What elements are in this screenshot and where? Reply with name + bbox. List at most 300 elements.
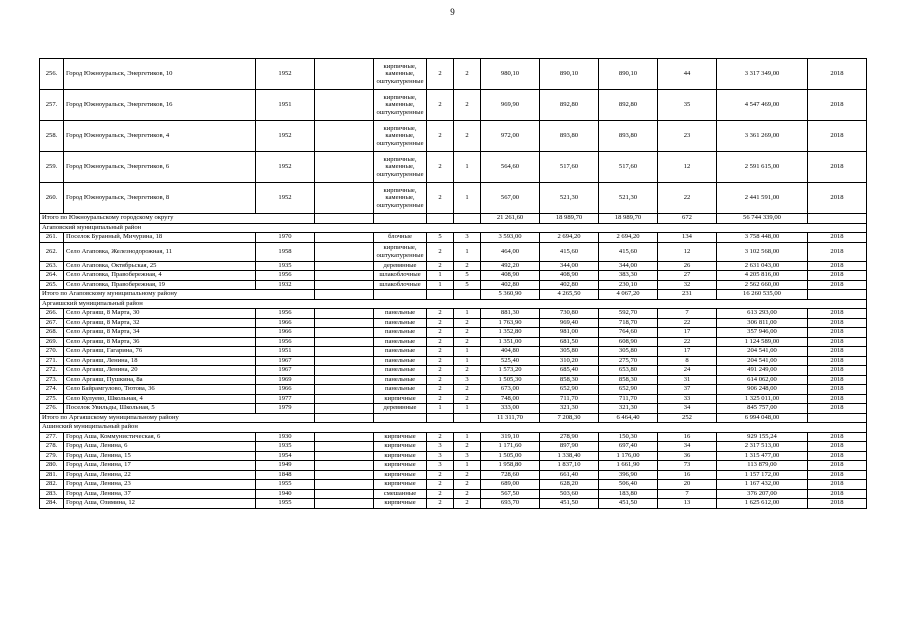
plan-year-cell: 2018 (808, 90, 867, 121)
cost-cell: 1 625 612,00 (717, 499, 808, 509)
address-cell: Город Южноуральск, Энергетиков, 16 (64, 90, 256, 121)
residents-cell: 12 (658, 152, 717, 183)
table-row (40, 442, 867, 452)
total-area-cell: 1 763,90 (481, 318, 540, 328)
living-area-cell: 681,50 (540, 337, 599, 347)
address-cell: Село Кулуево, Школьная, 4 (64, 394, 256, 404)
residential-area-cell: 1 661,90 (599, 461, 658, 471)
living-area-cell: 652,90 (540, 385, 599, 395)
entrances-cell: 2 (454, 489, 481, 499)
empty-cell (315, 413, 374, 423)
residents-sum: 231 (658, 290, 717, 300)
floors-cell: 2 (427, 366, 454, 376)
total-area-cell: 333,00 (481, 404, 540, 414)
plan-year-cell: 2018 (808, 385, 867, 395)
empty-cell (315, 451, 374, 461)
residential-area-cell: 718,70 (599, 318, 658, 328)
table-row (40, 404, 867, 414)
living-area-cell: 1 837,10 (540, 461, 599, 471)
cost-cell: 3 758 448,00 (717, 233, 808, 243)
empty-cell (808, 413, 867, 423)
plan-year-cell: 2018 (808, 280, 867, 290)
residents-cell: 33 (658, 394, 717, 404)
residential-area-cell: 592,70 (599, 309, 658, 319)
total-area-cell: 1 352,80 (481, 328, 540, 338)
total-area-cell: 728,60 (481, 470, 540, 480)
floors-cell: 2 (427, 261, 454, 271)
plan-year-cell: 2018 (808, 261, 867, 271)
empty-cell (315, 337, 374, 347)
residents-cell: 27 (658, 271, 717, 281)
residents-cell: 134 (658, 233, 717, 243)
residents-cell: 20 (658, 480, 717, 490)
floors-cell: 2 (427, 90, 454, 121)
plan-year-cell: 2018 (808, 432, 867, 442)
total-area-sum: 21 261,60 (481, 214, 540, 224)
empty-cell (427, 214, 454, 224)
plan-year-cell: 2018 (808, 337, 867, 347)
plan-year-cell: 2018 (808, 394, 867, 404)
living-area-cell: 305,80 (540, 347, 599, 357)
residents-cell: 44 (658, 59, 717, 90)
residents-cell: 22 (658, 183, 717, 214)
row-number-cell: 278. (40, 442, 64, 452)
residential-area-cell: 415,60 (599, 242, 658, 261)
wall-material-cell: кирпичные (374, 432, 427, 442)
wall-material-cell: кирпичные (374, 442, 427, 452)
empty-cell (315, 214, 374, 224)
living-area-cell: 897,90 (540, 442, 599, 452)
living-area-cell: 685,40 (540, 366, 599, 376)
entrances-cell: 1 (454, 309, 481, 319)
residential-area-cell: 892,80 (599, 90, 658, 121)
entrances-cell: 2 (454, 442, 481, 452)
living-area-sum: 7 208,30 (540, 413, 599, 423)
floors-cell: 3 (427, 451, 454, 461)
empty-cell (315, 233, 374, 243)
address-cell: Город Южноуральск, Энергетиков, 8 (64, 183, 256, 214)
empty-cell (315, 290, 374, 300)
entrances-cell: 1 (454, 404, 481, 414)
residential-area-cell: 711,70 (599, 394, 658, 404)
living-area-cell: 711,70 (540, 394, 599, 404)
cost-cell: 1 167 432,00 (717, 480, 808, 490)
empty-cell (374, 413, 427, 423)
entrances-cell: 1 (454, 152, 481, 183)
total-area-cell: 689,00 (481, 480, 540, 490)
residential-area-cell: 396,90 (599, 470, 658, 480)
residents-cell: 73 (658, 461, 717, 471)
address-cell: Поселок Увильды, Школьная, 5 (64, 404, 256, 414)
total-label: Итого по Южноуральскому городскому округу (40, 214, 315, 224)
year-cell: 1956 (256, 271, 315, 281)
table-row (40, 280, 867, 290)
table-row (40, 489, 867, 499)
empty-cell (454, 290, 481, 300)
living-area-cell: 402,80 (540, 280, 599, 290)
cost-cell: 1 157 172,00 (717, 470, 808, 480)
cost-cell: 491 249,00 (717, 366, 808, 376)
residents-cell: 31 (658, 375, 717, 385)
floors-cell: 1 (427, 404, 454, 414)
wall-material-cell: смешанные (374, 489, 427, 499)
residents-cell: 22 (658, 318, 717, 328)
plan-year-cell: 2018 (808, 328, 867, 338)
total-area-cell: 567,50 (481, 489, 540, 499)
plan-year-cell: 2018 (808, 499, 867, 509)
empty-cell (315, 309, 374, 319)
row-number-cell: 263. (40, 261, 64, 271)
district-name: Ашинский муниципальный район (40, 423, 867, 433)
living-area-cell: 521,30 (540, 183, 599, 214)
wall-material-cell: панельные (374, 318, 427, 328)
total-area-sum: 11 311,70 (481, 413, 540, 423)
plan-year-cell: 2018 (808, 152, 867, 183)
living-area-cell: 969,40 (540, 318, 599, 328)
entrances-cell: 1 (454, 432, 481, 442)
residents-cell: 35 (658, 90, 717, 121)
address-cell: Город Аша, Ленина, 15 (64, 451, 256, 461)
empty-cell (315, 461, 374, 471)
row-number-cell: 259. (40, 152, 64, 183)
row-number-cell: 267. (40, 318, 64, 328)
cost-cell: 2 441 591,00 (717, 183, 808, 214)
residential-area-cell: 275,70 (599, 356, 658, 366)
entrances-cell: 2 (454, 121, 481, 152)
cost-sum: 6 994 048,00 (717, 413, 808, 423)
plan-year-cell: 2018 (808, 318, 867, 328)
address-cell: Село Агаповка, Правобережная, 19 (64, 280, 256, 290)
residents-cell: 16 (658, 432, 717, 442)
cost-cell: 1 325 011,00 (717, 394, 808, 404)
total-area-cell: 402,80 (481, 280, 540, 290)
row-number-cell: 262. (40, 242, 64, 261)
cost-cell: 2 591 615,00 (717, 152, 808, 183)
floors-cell: 2 (427, 152, 454, 183)
table-row (40, 347, 867, 357)
wall-material-cell: кирпичные (374, 480, 427, 490)
table-row (40, 375, 867, 385)
plan-year-cell: 2018 (808, 470, 867, 480)
residential-area-cell: 893,80 (599, 121, 658, 152)
total-row (40, 214, 867, 224)
plan-year-cell: 2018 (808, 451, 867, 461)
year-cell: 1952 (256, 121, 315, 152)
living-area-cell: 415,60 (540, 242, 599, 261)
year-cell: 1952 (256, 152, 315, 183)
plan-year-cell: 2018 (808, 271, 867, 281)
wall-material-cell: деревянные (374, 404, 427, 414)
entrances-cell: 2 (454, 385, 481, 395)
address-cell: Город Южноуральск, Энергетиков, 4 (64, 121, 256, 152)
residents-cell: 17 (658, 328, 717, 338)
living-area-cell: 628,20 (540, 480, 599, 490)
cost-cell: 2 317 513,00 (717, 442, 808, 452)
empty-cell (315, 59, 374, 90)
residential-area-cell: 521,30 (599, 183, 658, 214)
year-cell: 1966 (256, 328, 315, 338)
empty-cell (315, 152, 374, 183)
year-cell: 1969 (256, 375, 315, 385)
cost-cell: 113 879,00 (717, 461, 808, 471)
plan-year-cell: 2018 (808, 59, 867, 90)
residents-cell: 23 (658, 121, 717, 152)
floors-cell: 2 (427, 499, 454, 509)
empty-cell (315, 499, 374, 509)
empty-cell (315, 261, 374, 271)
wall-material-cell: кирпичные (374, 470, 427, 480)
living-area-sum: 18 989,70 (540, 214, 599, 224)
address-cell: Село Аргаяш, 8 Марта, 36 (64, 337, 256, 347)
residents-cell: 7 (658, 309, 717, 319)
living-area-cell: 517,60 (540, 152, 599, 183)
entrances-cell: 1 (454, 461, 481, 471)
living-area-cell: 893,80 (540, 121, 599, 152)
table-row (40, 356, 867, 366)
row-number-cell: 258. (40, 121, 64, 152)
cost-cell: 4 205 816,00 (717, 271, 808, 281)
total-area-cell: 748,00 (481, 394, 540, 404)
total-area-cell: 1 171,60 (481, 442, 540, 452)
wall-material-cell: деревянные (374, 261, 427, 271)
housing-table (39, 58, 867, 509)
total-area-cell: 464,00 (481, 242, 540, 261)
row-number-cell: 284. (40, 499, 64, 509)
address-cell: Город Аша, Ленина, 17 (64, 461, 256, 471)
floors-cell: 2 (427, 480, 454, 490)
year-cell: 1930 (256, 432, 315, 442)
address-cell: Село Аргаяш, Ленина, 18 (64, 356, 256, 366)
entrances-cell: 3 (454, 375, 481, 385)
floors-cell: 2 (427, 489, 454, 499)
total-area-cell: 525,40 (481, 356, 540, 366)
residents-cell: 16 (658, 470, 717, 480)
living-area-cell: 1 338,40 (540, 451, 599, 461)
cost-cell: 614 062,00 (717, 375, 808, 385)
row-number-cell: 256. (40, 59, 64, 90)
empty-cell (454, 413, 481, 423)
wall-material-cell: кирпичные, каменные, оштукатуренные (374, 183, 427, 214)
year-cell: 1952 (256, 183, 315, 214)
total-area-cell: 972,00 (481, 121, 540, 152)
floors-cell: 2 (427, 121, 454, 152)
plan-year-cell: 2018 (808, 442, 867, 452)
plan-year-cell: 2018 (808, 461, 867, 471)
residential-area-cell: 383,30 (599, 271, 658, 281)
total-area-sum: 5 360,90 (481, 290, 540, 300)
table-row (40, 261, 867, 271)
row-number-cell: 265. (40, 280, 64, 290)
total-area-cell: 404,80 (481, 347, 540, 357)
floors-cell: 2 (427, 318, 454, 328)
living-area-cell: 730,80 (540, 309, 599, 319)
residential-area-cell: 652,90 (599, 385, 658, 395)
entrances-cell: 2 (454, 366, 481, 376)
entrances-cell: 5 (454, 271, 481, 281)
cost-cell: 3 361 269,00 (717, 121, 808, 152)
total-area-cell: 969,90 (481, 90, 540, 121)
cost-cell: 929 155,24 (717, 432, 808, 442)
table-row (40, 461, 867, 471)
address-cell: Село Аргаяш, 8 Марта, 30 (64, 309, 256, 319)
cost-cell: 2 631 043,00 (717, 261, 808, 271)
wall-material-cell: панельные (374, 375, 427, 385)
living-area-cell: 310,20 (540, 356, 599, 366)
living-area-cell: 278,90 (540, 432, 599, 442)
table-row (40, 366, 867, 376)
entrances-cell: 1 (454, 183, 481, 214)
table-row (40, 385, 867, 395)
residents-cell: 24 (658, 366, 717, 376)
floors-cell: 2 (427, 347, 454, 357)
floors-cell: 2 (427, 470, 454, 480)
table-row (40, 309, 867, 319)
row-number-cell: 281. (40, 470, 64, 480)
row-number-cell: 269. (40, 337, 64, 347)
wall-material-cell: панельные (374, 385, 427, 395)
district-name: Агаповский муниципальный район (40, 223, 867, 233)
wall-material-cell: панельные (374, 356, 427, 366)
empty-cell (315, 271, 374, 281)
floors-cell: 2 (427, 356, 454, 366)
empty-cell (315, 280, 374, 290)
row-number-cell: 274. (40, 385, 64, 395)
cost-cell: 4 547 469,00 (717, 90, 808, 121)
plan-year-cell: 2018 (808, 183, 867, 214)
wall-material-cell: шлакоблочные (374, 280, 427, 290)
total-area-cell: 1 351,00 (481, 337, 540, 347)
living-area-cell: 451,50 (540, 499, 599, 509)
district-heading-row (40, 223, 867, 233)
year-cell: 1956 (256, 337, 315, 347)
floors-cell: 2 (427, 394, 454, 404)
year-cell: 1966 (256, 385, 315, 395)
year-cell: 1848 (256, 470, 315, 480)
wall-material-cell: панельные (374, 366, 427, 376)
year-cell: 1940 (256, 489, 315, 499)
living-area-cell: 661,40 (540, 470, 599, 480)
empty-cell (315, 242, 374, 261)
row-number-cell: 261. (40, 233, 64, 243)
total-area-cell: 564,60 (481, 152, 540, 183)
row-number-cell: 272. (40, 366, 64, 376)
total-area-cell: 3 593,00 (481, 233, 540, 243)
address-cell: Город Южноуральск, Энергетиков, 10 (64, 59, 256, 90)
floors-cell: 2 (427, 385, 454, 395)
empty-cell (315, 404, 374, 414)
year-cell: 1949 (256, 461, 315, 471)
plan-year-cell: 2018 (808, 489, 867, 499)
wall-material-cell: панельные (374, 337, 427, 347)
living-area-cell: 344,00 (540, 261, 599, 271)
entrances-cell: 2 (454, 480, 481, 490)
wall-material-cell: кирпичные, каменные, оштукатуренные (374, 90, 427, 121)
cost-cell: 204 541,00 (717, 356, 808, 366)
cost-cell: 1 124 589,00 (717, 337, 808, 347)
table-row (40, 90, 867, 121)
address-cell: Село Аргаяш, Пушкина, 8а (64, 375, 256, 385)
district-heading-row (40, 299, 867, 309)
table-row (40, 337, 867, 347)
entrances-cell: 2 (454, 318, 481, 328)
address-cell: Город Аша, Ленина, 37 (64, 489, 256, 499)
wall-material-cell: кирпичные (374, 461, 427, 471)
residential-area-sum: 18 989,70 (599, 214, 658, 224)
total-area-cell: 567,00 (481, 183, 540, 214)
address-cell: Город Аша, Озимина, 12 (64, 499, 256, 509)
residents-cell: 22 (658, 337, 717, 347)
entrances-cell: 1 (454, 347, 481, 357)
plan-year-cell: 2018 (808, 480, 867, 490)
empty-cell (315, 121, 374, 152)
empty-cell (315, 489, 374, 499)
plan-year-cell: 2018 (808, 347, 867, 357)
total-area-cell: 881,30 (481, 309, 540, 319)
cost-cell: 306 811,00 (717, 318, 808, 328)
row-number-cell: 275. (40, 394, 64, 404)
residents-sum: 252 (658, 413, 717, 423)
table-row (40, 233, 867, 243)
floors-cell: 2 (427, 432, 454, 442)
residential-area-cell: 451,50 (599, 499, 658, 509)
total-label: Итого по Аргаяшскому муниципальному району (40, 413, 315, 423)
total-area-cell: 319,10 (481, 432, 540, 442)
empty-cell (315, 347, 374, 357)
row-number-cell: 280. (40, 461, 64, 471)
year-cell: 1951 (256, 347, 315, 357)
floors-cell: 1 (427, 271, 454, 281)
entrances-cell: 3 (454, 233, 481, 243)
total-area-cell: 693,70 (481, 499, 540, 509)
year-cell: 1967 (256, 366, 315, 376)
empty-cell (374, 290, 427, 300)
cost-cell: 845 757,00 (717, 404, 808, 414)
plan-year-cell: 2018 (808, 309, 867, 319)
wall-material-cell: блочные (374, 233, 427, 243)
total-row (40, 290, 867, 300)
empty-cell (374, 214, 427, 224)
table-row (40, 470, 867, 480)
address-cell: Поселок Буранный, Мичурина, 18 (64, 233, 256, 243)
empty-cell (315, 328, 374, 338)
table-row (40, 152, 867, 183)
entrances-cell: 3 (454, 451, 481, 461)
row-number-cell: 260. (40, 183, 64, 214)
table-row (40, 59, 867, 90)
address-cell: Город Аша, Ленина, 22 (64, 470, 256, 480)
empty-cell (427, 413, 454, 423)
residential-area-cell: 890,10 (599, 59, 658, 90)
entrances-cell: 2 (454, 328, 481, 338)
residential-area-cell: 506,40 (599, 480, 658, 490)
empty-cell (315, 90, 374, 121)
entrances-cell: 2 (454, 90, 481, 121)
plan-year-cell: 2018 (808, 404, 867, 414)
total-area-cell: 408,90 (481, 271, 540, 281)
residential-area-cell: 653,80 (599, 366, 658, 376)
row-number-cell: 273. (40, 375, 64, 385)
floors-cell: 2 (427, 375, 454, 385)
row-number-cell: 268. (40, 328, 64, 338)
entrances-cell: 1 (454, 242, 481, 261)
year-cell: 1977 (256, 394, 315, 404)
empty-cell (454, 214, 481, 224)
year-cell: 1966 (256, 318, 315, 328)
table-row (40, 432, 867, 442)
residential-area-cell: 230,10 (599, 280, 658, 290)
plan-year-cell: 2018 (808, 121, 867, 152)
table-row (40, 121, 867, 152)
